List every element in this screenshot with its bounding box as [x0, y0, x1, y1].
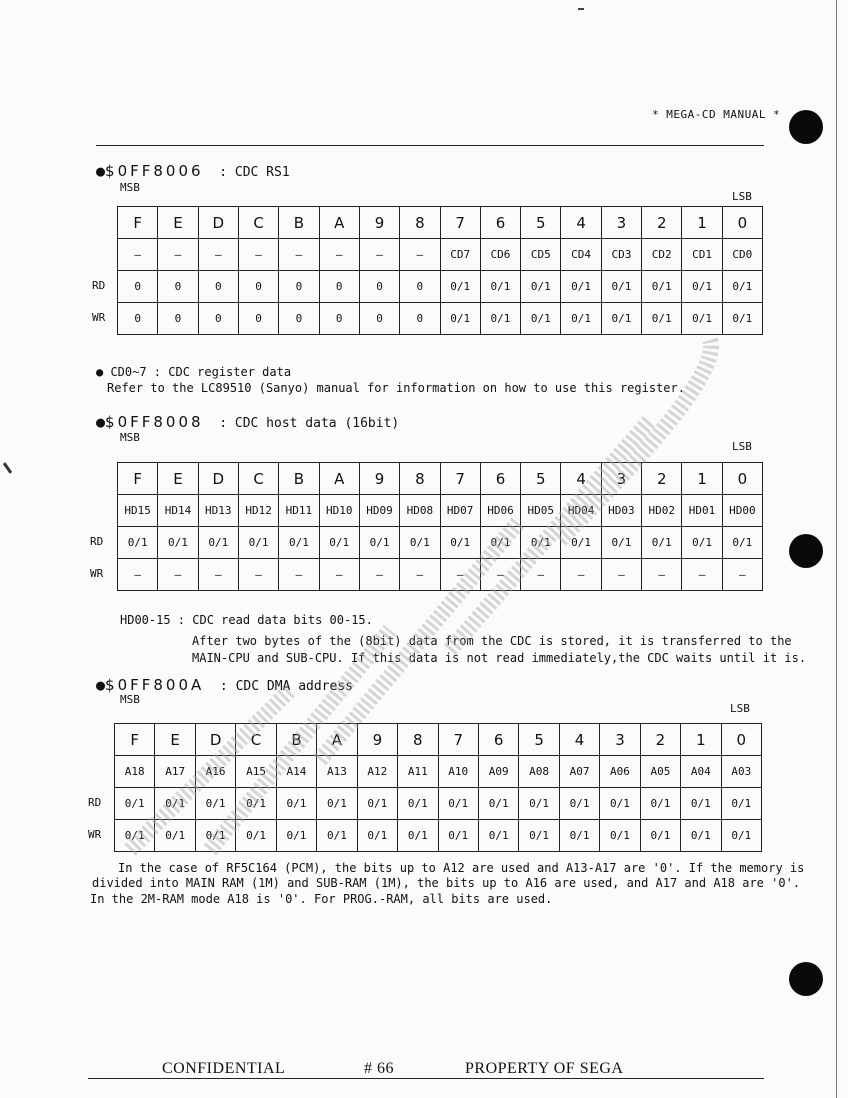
note-line: MAIN-CPU and SUB-CPU. If this data is not read immediately,the CDC waits until it is.: [192, 651, 807, 665]
row-label: RD: [92, 278, 106, 292]
register-cell: —: [198, 239, 238, 271]
lsb-label: LSB: [730, 702, 750, 715]
section-title: [96, 676, 353, 694]
bit-header-cell: F: [118, 207, 158, 239]
row-label: RD: [88, 795, 102, 809]
register-name: : CDC host data (16bit): [219, 416, 400, 431]
register-row: [118, 271, 763, 303]
register-cell: A09: [478, 756, 518, 788]
register-cell: 0: [158, 271, 198, 303]
register-cell: A18: [115, 756, 155, 788]
register-cell: 0/1: [478, 820, 518, 852]
register-cell: A11: [398, 756, 438, 788]
bit-header-cell: E: [158, 463, 198, 495]
register-cell: —: [400, 559, 440, 591]
register-cell: 0: [158, 303, 198, 335]
register-cell: HD00: [722, 495, 762, 527]
register-cell: 0/1: [279, 527, 319, 559]
register-cell: —: [480, 559, 520, 591]
register-cell: 0/1: [722, 271, 762, 303]
bit-header-cell: 3: [601, 463, 641, 495]
register-cell: —: [722, 559, 762, 591]
register-cell: HD06: [480, 495, 520, 527]
register-cell: CD2: [642, 239, 682, 271]
register-cell: 0/1: [357, 820, 397, 852]
register-cell: —: [359, 239, 399, 271]
register-cell: 0/1: [319, 527, 359, 559]
register-cell: 0/1: [600, 820, 640, 852]
register-cell: A14: [276, 756, 316, 788]
register-cell: 0/1: [276, 788, 316, 820]
bit-header-cell: F: [118, 463, 158, 495]
binder-hole-icon: [789, 110, 823, 144]
register-cell: A16: [195, 756, 235, 788]
register-name: : CDC DMA address: [219, 679, 353, 694]
register-cell: HD15: [118, 495, 158, 527]
register-cell: 0/1: [561, 271, 601, 303]
register-cell: 0/1: [682, 271, 722, 303]
register-cell: HD13: [198, 495, 238, 527]
register-cell: —: [319, 239, 359, 271]
register-cell: —: [601, 559, 641, 591]
register-cell: 0/1: [440, 271, 480, 303]
register-cell: HD05: [521, 495, 561, 527]
register-cell: 0/1: [722, 303, 762, 335]
footer-confidential: CONFIDENTIAL: [162, 1060, 286, 1077]
register-cell: 0/1: [521, 271, 561, 303]
register-address: $0FF800A: [105, 676, 205, 694]
bit-header-cell: 6: [478, 724, 518, 756]
bit-header-cell: 3: [600, 724, 640, 756]
register-cell: 0/1: [478, 788, 518, 820]
register-cell: CD3: [601, 239, 641, 271]
binder-hole-icon: [789, 962, 823, 996]
bit-header-cell: 2: [642, 207, 682, 239]
register-cell: A07: [559, 756, 599, 788]
bit-header-cell: 3: [601, 207, 641, 239]
register-cell: 0: [198, 303, 238, 335]
register-cell: A06: [600, 756, 640, 788]
register-cell: —: [440, 559, 480, 591]
register-cell: 0/1: [398, 820, 438, 852]
bit-header-cell: 4: [561, 463, 601, 495]
register-cell: A17: [155, 756, 195, 788]
register-cell: HD11: [279, 495, 319, 527]
register-row: [115, 788, 762, 820]
register-cell: 0/1: [640, 788, 680, 820]
register-cell: A10: [438, 756, 478, 788]
bit-header-cell: 4: [559, 724, 599, 756]
register-cell: 0/1: [681, 820, 721, 852]
lsb-label: LSB: [732, 440, 752, 453]
register-cell: HD01: [682, 495, 722, 527]
bit-header-cell: F: [115, 724, 155, 756]
register-cell: 0/1: [561, 527, 601, 559]
register-cell: —: [682, 559, 722, 591]
register-cell: CD7: [440, 239, 480, 271]
register-cell: CD0: [722, 239, 762, 271]
register-cell: A15: [236, 756, 276, 788]
register-cell: —: [319, 559, 359, 591]
register-cell: 0/1: [155, 788, 195, 820]
register-cell: 0: [319, 271, 359, 303]
bit-header-cell: A: [319, 463, 359, 495]
register-cell: 0/1: [480, 271, 520, 303]
register-cell: 0: [238, 303, 278, 335]
register-cell: 0/1: [198, 527, 238, 559]
register-cell: CD4: [561, 239, 601, 271]
register-cell: 0/1: [238, 527, 278, 559]
register-cell: 0: [118, 303, 158, 335]
register-cell: 0: [198, 271, 238, 303]
register-cell: 0/1: [559, 788, 599, 820]
register-cell: 0/1: [115, 788, 155, 820]
row-label: WR: [90, 566, 104, 580]
bit-header-cell: 6: [480, 207, 520, 239]
register-address: $0FF8006: [105, 162, 204, 180]
register-cell: A04: [681, 756, 721, 788]
bit-header-cell: B: [279, 207, 319, 239]
register-cell: —: [158, 559, 198, 591]
row-label: RD: [90, 534, 104, 548]
bit-header-cell: 0: [721, 724, 761, 756]
register-cell: 0/1: [642, 527, 682, 559]
register-row: [115, 756, 762, 788]
register-cell: 0/1: [521, 527, 561, 559]
register-cell: HD03: [601, 495, 641, 527]
register-cell: —: [279, 239, 319, 271]
bit-header-cell: 0: [722, 463, 762, 495]
register-table: [117, 206, 763, 335]
register-cell: 0/1: [561, 303, 601, 335]
bit-header-cell: 5: [521, 463, 561, 495]
register-cell: 0/1: [276, 820, 316, 852]
register-cell: CD1: [682, 239, 722, 271]
register-cell: 0/1: [158, 527, 198, 559]
bit-header-cell: 6: [480, 463, 520, 495]
register-cell: HD07: [440, 495, 480, 527]
register-cell: 0/1: [601, 271, 641, 303]
footer-rule: [88, 1078, 764, 1079]
note-line: In the case of RF5C164 (PCM), the bits up to A12 are used and A13-A17 are '0'. If the memory is: [118, 861, 805, 875]
register-cell: A08: [519, 756, 559, 788]
register-cell: A13: [317, 756, 357, 788]
register-row: [115, 820, 762, 852]
page-edge: [836, 0, 837, 1098]
register-cell: HD14: [158, 495, 198, 527]
register-row: [118, 527, 763, 559]
register-cell: CD5: [521, 239, 561, 271]
bullet-icon: ●: [96, 162, 106, 180]
register-cell: 0/1: [115, 820, 155, 852]
register-cell: —: [238, 239, 278, 271]
register-cell: 0/1: [440, 527, 480, 559]
register-cell: A12: [357, 756, 397, 788]
register-name: : CDC RS1: [219, 165, 290, 180]
register-cell: 0/1: [642, 303, 682, 335]
register-table: [114, 723, 762, 852]
bit-header-cell: 5: [521, 207, 561, 239]
bullet-icon: ●: [96, 413, 106, 431]
register-cell: —: [198, 559, 238, 591]
bit-header-cell: D: [198, 207, 238, 239]
register-cell: 0: [279, 271, 319, 303]
bit-header-cell: 7: [438, 724, 478, 756]
bit-header-cell: B: [279, 463, 319, 495]
lsb-label: LSB: [732, 190, 752, 203]
register-cell: HD10: [319, 495, 359, 527]
bit-header-cell: B: [276, 724, 316, 756]
row-label: WR: [88, 827, 102, 841]
register-cell: 0/1: [155, 820, 195, 852]
register-address: $0FF8008: [105, 413, 204, 431]
bit-header-cell: D: [195, 724, 235, 756]
register-cell: 0/1: [236, 820, 276, 852]
register-cell: 0/1: [317, 820, 357, 852]
register-cell: —: [521, 559, 561, 591]
scan-mark: [3, 462, 12, 474]
register-cell: HD09: [359, 495, 399, 527]
bit-header-cell: 4: [561, 207, 601, 239]
bit-header-cell: A: [317, 724, 357, 756]
register-cell: 0/1: [438, 820, 478, 852]
register-cell: —: [561, 559, 601, 591]
note-line: HD00-15 : CDC read data bits 00-15.: [120, 613, 373, 627]
msb-label: MSB: [120, 181, 140, 194]
register-cell: 0: [359, 271, 399, 303]
msb-label: MSB: [120, 693, 140, 706]
register-cell: 0: [359, 303, 399, 335]
bit-header-cell: 5: [519, 724, 559, 756]
register-cell: 0: [118, 271, 158, 303]
register-cell: 0/1: [400, 527, 440, 559]
register-cell: 0/1: [438, 788, 478, 820]
register-cell: —: [118, 559, 158, 591]
register-cell: —: [118, 239, 158, 271]
register-row: [118, 495, 763, 527]
register-cell: —: [359, 559, 399, 591]
register-cell: 0/1: [559, 820, 599, 852]
register-cell: 0/1: [480, 527, 520, 559]
page-number: # 66: [364, 1060, 394, 1077]
bit-header-cell: C: [238, 207, 278, 239]
register-cell: HD08: [400, 495, 440, 527]
register-cell: 0/1: [682, 527, 722, 559]
bit-header-cell: E: [155, 724, 195, 756]
register-cell: CD6: [480, 239, 520, 271]
bit-header-cell: D: [198, 463, 238, 495]
register-cell: —: [238, 559, 278, 591]
register-cell: HD04: [561, 495, 601, 527]
bit-header-cell: 9: [359, 207, 399, 239]
note-line: ● CD0~7 : CDC register data: [96, 365, 292, 379]
bit-header-cell: 0: [722, 207, 762, 239]
bit-header-cell: 9: [357, 724, 397, 756]
register-cell: 0/1: [195, 788, 235, 820]
register-cell: 0/1: [601, 527, 641, 559]
footer-property: PROPERTY OF SEGA: [465, 1060, 624, 1077]
register-cell: 0/1: [236, 788, 276, 820]
bit-header-cell: 8: [400, 463, 440, 495]
register-cell: 0/1: [600, 788, 640, 820]
bit-header-cell: 8: [398, 724, 438, 756]
register-cell: 0: [279, 303, 319, 335]
register-cell: 0/1: [721, 788, 761, 820]
register-table: [117, 462, 763, 591]
register-cell: 0/1: [480, 303, 520, 335]
register-cell: 0/1: [640, 820, 680, 852]
note-line: After two bytes of the (8bit) data from the CDC is stored, it is transferred to the: [192, 634, 792, 648]
register-cell: 0/1: [440, 303, 480, 335]
bit-header-cell: C: [236, 724, 276, 756]
header-rule: [96, 145, 764, 146]
register-row: [118, 239, 763, 271]
manual-title: * MEGA-CD MANUAL *: [652, 108, 781, 121]
bit-header-cell: 2: [640, 724, 680, 756]
scan-speck: [578, 8, 584, 10]
register-row: [118, 303, 763, 335]
register-cell: 0/1: [521, 303, 561, 335]
register-cell: 0/1: [359, 527, 399, 559]
register-cell: —: [158, 239, 198, 271]
register-cell: 0/1: [722, 527, 762, 559]
register-cell: —: [400, 239, 440, 271]
section-title: [96, 162, 290, 180]
bit-header-cell: 1: [681, 724, 721, 756]
note-line: Refer to the LC89510 (Sanyo) manual for information on how to use this register.: [107, 381, 685, 395]
note-line: In the 2M-RAM mode A18 is '0'. For PROG.-RAM, all bits are used.: [90, 892, 553, 906]
bit-header-cell: C: [238, 463, 278, 495]
bit-header-cell: 9: [359, 463, 399, 495]
register-cell: 0/1: [357, 788, 397, 820]
bit-header-cell: 8: [400, 207, 440, 239]
register-cell: 0/1: [519, 788, 559, 820]
register-cell: 0/1: [682, 303, 722, 335]
register-cell: 0/1: [195, 820, 235, 852]
bit-header-cell: 2: [642, 463, 682, 495]
note-line: divided into MAIN RAM (1M) and SUB-RAM (1M), the bits up to A16 are used, and A17 and A18 are '0'.: [92, 876, 801, 890]
register-cell: 0/1: [317, 788, 357, 820]
bit-header-cell: E: [158, 207, 198, 239]
register-row: [118, 559, 763, 591]
register-cell: 0: [319, 303, 359, 335]
register-cell: 0: [238, 271, 278, 303]
register-cell: A03: [721, 756, 761, 788]
bullet-icon: ●: [96, 676, 106, 694]
section-title: [96, 413, 399, 431]
register-cell: 0/1: [118, 527, 158, 559]
row-label: WR: [92, 310, 106, 324]
register-cell: —: [642, 559, 682, 591]
bit-header-cell: 7: [440, 463, 480, 495]
register-cell: —: [279, 559, 319, 591]
register-cell: HD02: [642, 495, 682, 527]
bit-header-cell: 7: [440, 207, 480, 239]
register-cell: 0/1: [398, 788, 438, 820]
msb-label: MSB: [120, 431, 140, 444]
bit-header-cell: 1: [682, 463, 722, 495]
register-cell: 0/1: [601, 303, 641, 335]
register-cell: 0/1: [681, 788, 721, 820]
bit-header-cell: A: [319, 207, 359, 239]
register-cell: 0/1: [642, 271, 682, 303]
register-cell: A05: [640, 756, 680, 788]
binder-hole-icon: [789, 534, 823, 568]
register-cell: 0: [400, 303, 440, 335]
register-cell: 0/1: [721, 820, 761, 852]
bit-header-cell: 1: [682, 207, 722, 239]
register-cell: HD12: [238, 495, 278, 527]
register-cell: 0: [400, 271, 440, 303]
register-cell: 0/1: [519, 820, 559, 852]
